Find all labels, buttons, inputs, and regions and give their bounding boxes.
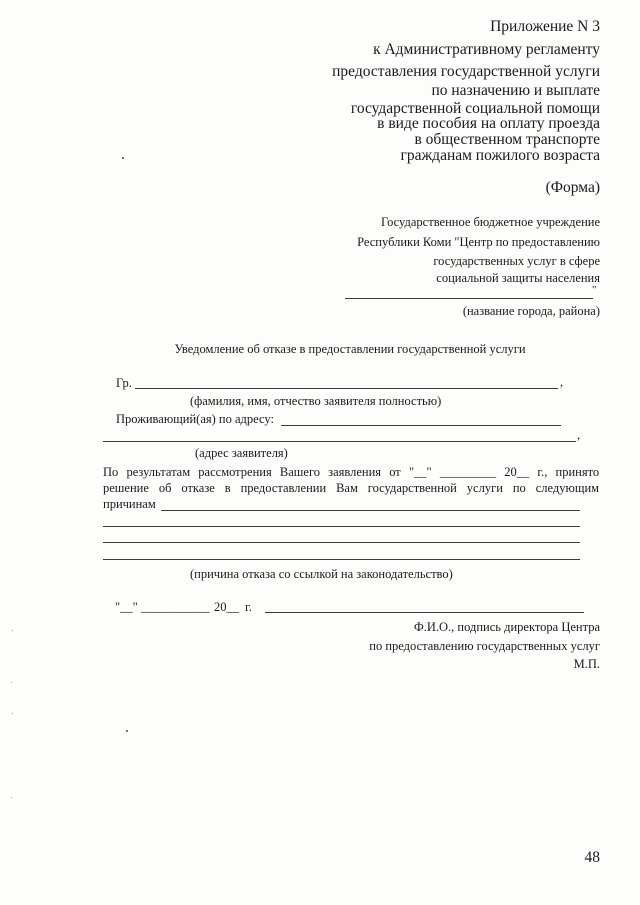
city-caption: (название города, района) (462, 304, 600, 318)
scan-speck (12, 630, 13, 631)
decision-line-1 (103, 465, 599, 480)
scan-speck (12, 713, 13, 714)
appendix-line-2: к Административному регламенту (373, 41, 600, 58)
reason-caption: (причина отказа со ссылкой на законодательство) (190, 567, 453, 581)
appendix-line-6: в виде пособия на оплату проезда (377, 115, 600, 132)
decision-word: отказе (181, 481, 215, 495)
reason-line-1 (161, 510, 580, 511)
decision-line-2 (103, 481, 599, 496)
name-caption: (фамилия, имя, отчество заявителя полностью) (190, 394, 442, 408)
reason-line-3 (103, 542, 580, 543)
signature-date-suffix: г. (245, 600, 252, 614)
signature-line (265, 612, 584, 613)
decision-word: услуги (466, 481, 503, 495)
appendix-number: Приложение N 3 (490, 18, 600, 35)
decision-word: по (512, 481, 526, 495)
decision-word: заявления (328, 465, 382, 479)
appendix-line-7: в общественном транспорте (414, 131, 600, 148)
decision-word: в (224, 481, 231, 495)
city-line (345, 298, 593, 299)
residence-label: Проживающий(ая) по адресу: (116, 412, 274, 426)
document-title: Уведомление об отказе в предоставлении государственной услуги (174, 342, 526, 356)
decision-word: Вашего (279, 465, 321, 479)
applicant-prefix: Гр. (116, 376, 132, 390)
application-year-blank: 20__ (504, 465, 530, 479)
reason-line-2 (103, 526, 580, 527)
signature-caption-line-1: Ф.И.О., подпись директора Центра (413, 620, 600, 634)
scan-speck (122, 157, 124, 159)
decision-word: решение (103, 481, 149, 495)
signature-date-day: "__" (115, 600, 138, 614)
decision-word: от (389, 465, 401, 479)
decision-word: об (158, 481, 172, 495)
institution-line-4: социальной защиты населения (436, 271, 600, 285)
applicant-name-line (135, 388, 558, 389)
reasons-label: причинам (103, 497, 156, 511)
appendix-line-8: гражданам пожилого возраста (400, 147, 600, 164)
address-line-end: , (577, 428, 581, 442)
scan-speck (11, 797, 12, 798)
decision-word: По (103, 465, 119, 479)
application-month-blank: _________ (439, 465, 497, 479)
institution-line-1: Государственное бюджетное учреждение (380, 215, 600, 229)
appendix-line-5: государственной социальной помощи (350, 100, 600, 117)
page-number: 48 (584, 849, 600, 866)
decision-word: Вам (336, 481, 358, 495)
appendix-line-4: по назначению и выплате (431, 82, 600, 99)
application-day-blank: "__" (408, 465, 432, 479)
signature-date-year: 20__ (214, 600, 239, 614)
decision-word: рассмотрения (198, 465, 272, 479)
decision-word: государственной (367, 481, 457, 495)
scan-speck (11, 682, 12, 683)
signature-date-month: ___________ (141, 600, 210, 614)
reason-line-4 (103, 559, 580, 560)
form-label: (Форма) (545, 179, 600, 196)
applicant-line-end: , (560, 375, 564, 389)
decision-word: принято (555, 465, 600, 479)
institution-line-3: государственных услуг в сфере (433, 254, 600, 268)
address-caption: (адрес заявителя) (195, 446, 288, 460)
address-line-1 (281, 425, 561, 426)
scan-speck (126, 730, 128, 732)
decision-word: предоставлении (240, 481, 327, 495)
address-line-2 (103, 441, 576, 442)
signature-caption-line-2: по предоставлению государственных услуг (369, 639, 600, 653)
decision-word: следующим (535, 481, 600, 495)
appendix-line-3: предоставления государственной услуги (332, 63, 600, 80)
stamp-label: М.П. (573, 657, 600, 671)
institution-line-2: Республики Коми "Центр по предоставлению (357, 235, 600, 249)
decision-word: г., (537, 465, 548, 479)
decision-word: результатам (126, 465, 191, 479)
closing-quote: " (592, 284, 597, 296)
